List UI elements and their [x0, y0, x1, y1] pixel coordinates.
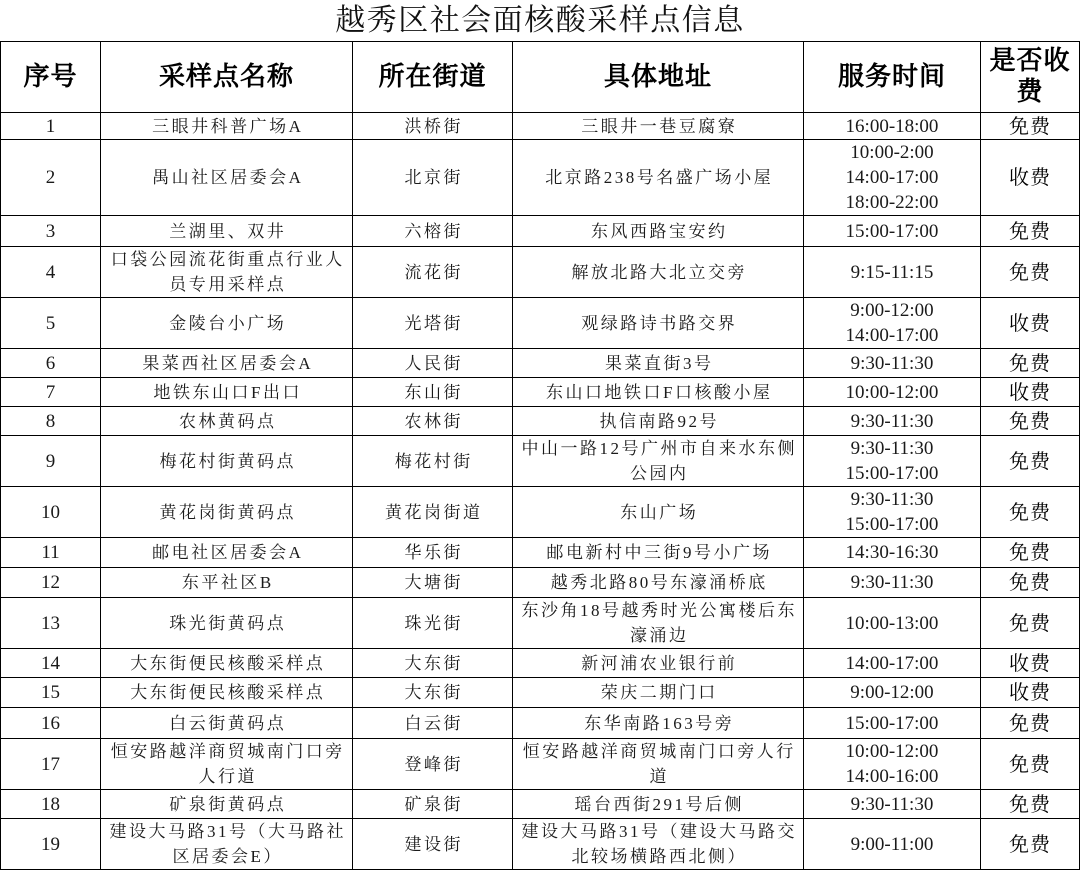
table-row: [1, 790, 1080, 819]
table-header-row: [1, 42, 1080, 113]
hours-slot: 9:30-11:30: [850, 352, 934, 374]
hours-slot: 16:00-18:00: [845, 115, 939, 137]
street-name: 建设街: [353, 819, 513, 870]
table-row: [1, 216, 1080, 247]
hours-slot: 9:30-11:30: [850, 489, 934, 510]
service-hours: [804, 790, 981, 819]
service-hours: [804, 378, 981, 407]
hours-slot: 9:30-11:30: [850, 572, 934, 593]
service-hours: [804, 247, 981, 298]
site-address: 东山广场: [513, 487, 804, 538]
street-name: 大塘街: [353, 568, 513, 598]
hours-slot: 15:00-17:00: [845, 514, 939, 535]
service-hours: [804, 598, 981, 649]
street-name: 白云街: [353, 708, 513, 739]
fee-status: 免费: [981, 819, 1080, 870]
site-address: 东风西路宝安约: [513, 216, 804, 247]
table-row: [1, 113, 1080, 140]
site-name: 果菜西社区居委会A: [101, 349, 353, 378]
site-name: 大东街便民核酸采样点: [101, 649, 353, 678]
site-name: 矿泉街黄码点: [101, 790, 353, 819]
column-header-street: 所在街道: [353, 42, 513, 113]
hours-slot: 10:00-13:00: [845, 612, 939, 634]
service-hours: [804, 649, 981, 678]
site-name: 禺山社区居委会A: [101, 140, 353, 216]
site-name: 大东街便民核酸采样点: [101, 678, 353, 708]
service-hours: [804, 538, 981, 568]
service-hours: [804, 678, 981, 708]
column-header-hours: 服务时间: [804, 42, 981, 113]
site-name: 珠光街黄码点: [101, 598, 353, 649]
fee-status: 免费: [981, 790, 1080, 819]
service-hours: [804, 487, 981, 538]
service-hours: [804, 113, 981, 140]
row-number: 19: [1, 819, 101, 870]
site-address: 恒安路越洋商贸城南门口旁人行道: [513, 739, 804, 790]
fee-status: 免费: [981, 598, 1080, 649]
table-row: [1, 487, 1080, 538]
hours-slot: 9:30-11:30: [850, 438, 934, 459]
row-number: 4: [1, 247, 101, 298]
table-row: [1, 598, 1080, 649]
hours-slot: 9:00-12:00: [850, 682, 934, 703]
site-address: 东山口地铁口F口核酸小屋: [513, 378, 804, 407]
row-number: 14: [1, 649, 101, 678]
hours-slot: 9:30-11:30: [850, 410, 934, 432]
row-number: 2: [1, 140, 101, 216]
hours-slot: 9:00-12:00: [850, 300, 934, 321]
hours-slot: 9:15-11:15: [850, 261, 934, 283]
fee-status: 免费: [981, 487, 1080, 538]
table-row: [1, 568, 1080, 598]
column-header-index: 序号: [1, 42, 101, 113]
service-hours: [804, 298, 981, 349]
table-row: [1, 298, 1080, 349]
street-name: 梅花村街: [353, 436, 513, 487]
street-name: 北京街: [353, 140, 513, 216]
street-name: 登峰街: [353, 739, 513, 790]
street-name: 华乐街: [353, 538, 513, 568]
street-name: 大东街: [353, 649, 513, 678]
street-name: 大东街: [353, 678, 513, 708]
service-hours: [804, 568, 981, 598]
site-address: 果菜直街3号: [513, 349, 804, 378]
sampling-sites-table: [0, 41, 1080, 870]
street-name: 人民街: [353, 349, 513, 378]
fee-status: 免费: [981, 436, 1080, 487]
hours-slot: 10:00-2:00: [850, 142, 934, 163]
site-name: 农林黄码点: [101, 407, 353, 436]
row-number: 3: [1, 216, 101, 247]
row-number: 1: [1, 113, 101, 140]
table-row: [1, 649, 1080, 678]
site-address: 中山一路12号广州市自来水东侧公园内: [513, 436, 804, 487]
page-title: 越秀区社会面核酸采样点信息: [335, 4, 745, 37]
row-number: 18: [1, 790, 101, 819]
site-address: 东华南路163号旁: [513, 708, 804, 739]
site-address: 建设大马路31号（建设大马路交北较场横路西北侧）: [513, 819, 804, 870]
fee-status: 免费: [981, 739, 1080, 790]
site-address: 观绿路诗书路交界: [513, 298, 804, 349]
hours-slot: 14:00-16:00: [845, 766, 939, 787]
fee-status: 免费: [981, 113, 1080, 140]
table-row: [1, 819, 1080, 870]
table-row: [1, 247, 1080, 298]
table-row: [1, 349, 1080, 378]
hours-slot: 15:00-17:00: [845, 712, 939, 734]
fee-status: 免费: [981, 708, 1080, 739]
row-number: 8: [1, 407, 101, 436]
street-name: 矿泉街: [353, 790, 513, 819]
table-row: [1, 538, 1080, 568]
hours-slot: 14:30-16:30: [845, 542, 939, 563]
site-address: 解放北路大北立交旁: [513, 247, 804, 298]
table-row: [1, 140, 1080, 216]
street-name: 珠光街: [353, 598, 513, 649]
hours-slot: 14:00-17:00: [845, 652, 939, 674]
hours-slot: 18:00-22:00: [845, 192, 939, 213]
table-row: [1, 708, 1080, 739]
fee-status: 免费: [981, 568, 1080, 598]
fee-status: 收费: [981, 649, 1080, 678]
row-number: 6: [1, 349, 101, 378]
fee-status: 收费: [981, 678, 1080, 708]
site-name: 邮电社区居委会A: [101, 538, 353, 568]
column-header-address: 具体地址: [513, 42, 804, 113]
table-row: [1, 739, 1080, 790]
hours-slot: 10:00-12:00: [845, 381, 939, 403]
site-name: 口袋公园流花街重点行业人员专用采样点: [101, 247, 353, 298]
hours-slot: 15:00-17:00: [845, 220, 939, 242]
row-number: 10: [1, 487, 101, 538]
row-number: 12: [1, 568, 101, 598]
hours-slot: 14:00-17:00: [845, 325, 939, 346]
column-header-fee: 是否收费: [981, 42, 1080, 113]
fee-status: 收费: [981, 140, 1080, 216]
service-hours: [804, 216, 981, 247]
row-number: 5: [1, 298, 101, 349]
table-row: [1, 378, 1080, 407]
fee-status: 免费: [981, 538, 1080, 568]
site-address: 执信南路92号: [513, 407, 804, 436]
street-name: 光塔街: [353, 298, 513, 349]
fee-status: 收费: [981, 298, 1080, 349]
fee-status: 免费: [981, 247, 1080, 298]
street-name: 黄花岗街道: [353, 487, 513, 538]
row-number: 11: [1, 538, 101, 568]
service-hours: [804, 739, 981, 790]
fee-status: 免费: [981, 216, 1080, 247]
hours-slot: 10:00-12:00: [845, 741, 939, 762]
service-hours: [804, 708, 981, 739]
service-hours: [804, 140, 981, 216]
column-header-name: 采样点名称: [101, 42, 353, 113]
row-number: 17: [1, 739, 101, 790]
hours-slot: 9:00-11:00: [850, 833, 934, 855]
fee-status: 免费: [981, 349, 1080, 378]
table-row: [1, 407, 1080, 436]
site-address: 三眼井一巷豆腐寮: [513, 113, 804, 140]
street-name: 六榕街: [353, 216, 513, 247]
site-name: 三眼井科普广场A: [101, 113, 353, 140]
site-name: 黄花岗街黄码点: [101, 487, 353, 538]
hours-slot: 9:30-11:30: [850, 793, 934, 815]
site-address: 邮电新村中三街9号小广场: [513, 538, 804, 568]
site-name: 东平社区B: [101, 568, 353, 598]
service-hours: [804, 407, 981, 436]
site-address: 北京路238号名盛广场小屋: [513, 140, 804, 216]
fee-status: 免费: [981, 407, 1080, 436]
row-number: 13: [1, 598, 101, 649]
hours-slot: 14:00-17:00: [845, 167, 939, 188]
site-name: 地铁东山口F出口: [101, 378, 353, 407]
fee-status: 收费: [981, 378, 1080, 407]
street-name: 流花街: [353, 247, 513, 298]
site-name: 兰湖里、双井: [101, 216, 353, 247]
table-row: [1, 436, 1080, 487]
site-address: 东沙角18号越秀时光公寓楼后东濠涌边: [513, 598, 804, 649]
site-name: 恒安路越洋商贸城南门口旁人行道: [101, 739, 353, 790]
site-name: 建设大马路31号（大马路社区居委会E）: [101, 819, 353, 870]
site-address: 瑶台西街291号后侧: [513, 790, 804, 819]
site-name: 白云街黄码点: [101, 708, 353, 739]
site-address: 越秀北路80号东濠涌桥底: [513, 568, 804, 598]
row-number: 7: [1, 378, 101, 407]
hours-slot: 15:00-17:00: [845, 463, 939, 484]
site-address: 新河浦农业银行前: [513, 649, 804, 678]
street-name: 农林街: [353, 407, 513, 436]
service-hours: [804, 436, 981, 487]
street-name: 洪桥街: [353, 113, 513, 140]
row-number: 9: [1, 436, 101, 487]
row-number: 16: [1, 708, 101, 739]
site-address: 荣庆二期门口: [513, 678, 804, 708]
service-hours: [804, 819, 981, 870]
site-name: 梅花村街黄码点: [101, 436, 353, 487]
site-name: 金陵台小广场: [101, 298, 353, 349]
table-row: [1, 678, 1080, 708]
service-hours: [804, 349, 981, 378]
street-name: 东山街: [353, 378, 513, 407]
row-number: 15: [1, 678, 101, 708]
